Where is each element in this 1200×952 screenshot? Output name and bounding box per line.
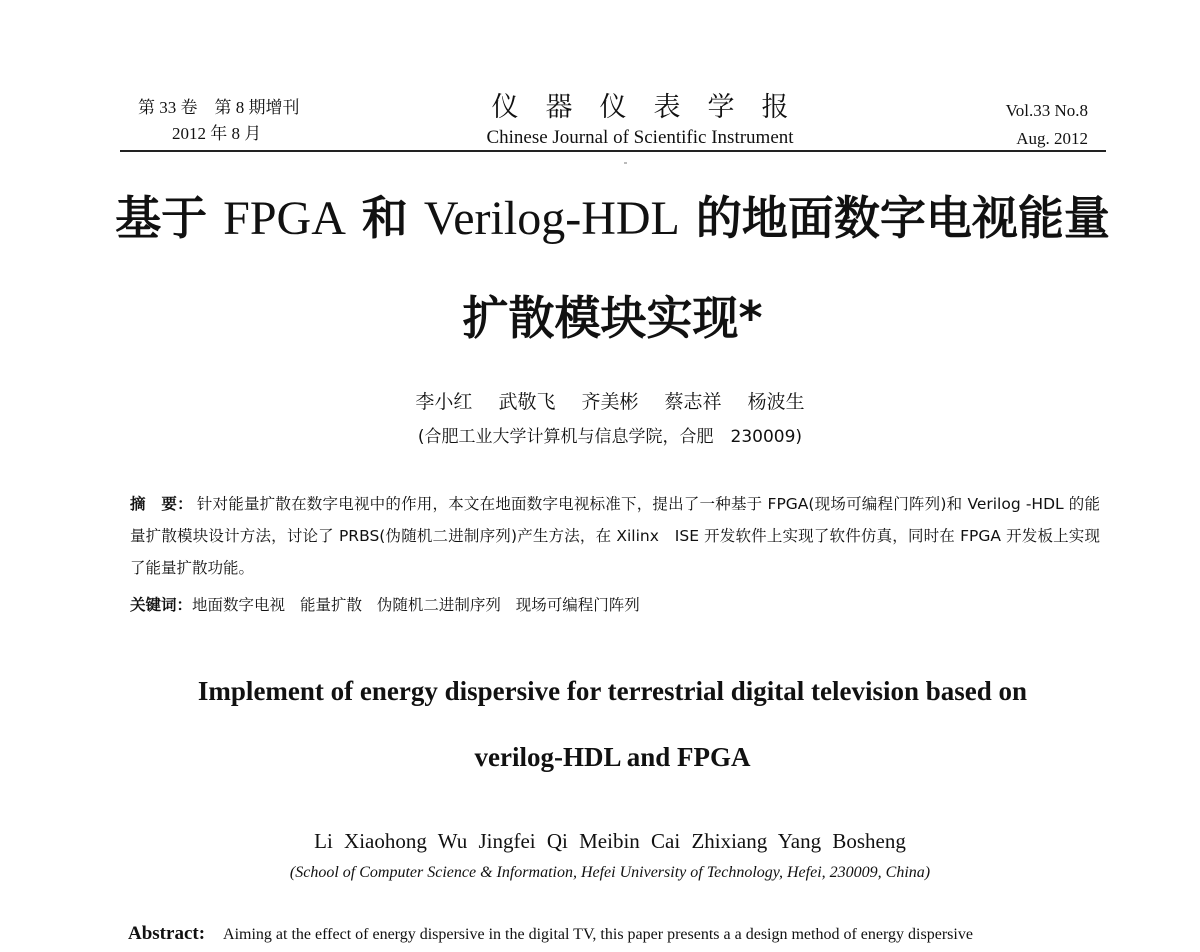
journal-name-en: Chinese Journal of Scientific Instrument bbox=[486, 127, 794, 148]
header-journal bbox=[440, 90, 840, 150]
keywords-cn-text: 地面数字电视 能量扩散 伪随机二进制序列 现场可编程门阵列 bbox=[192, 596, 640, 614]
authors-en: Li Xiaohong Wu Jingfei Qi Meibin Cai Zhixiang Yang Bosheng bbox=[314, 829, 906, 853]
title-en-line2: verilog-HDL and FPGA bbox=[474, 742, 751, 772]
header-volume-issue: 第 33 卷 第 8 期增刊 bbox=[138, 98, 300, 117]
abstract-en-label: Abstract: bbox=[128, 923, 206, 944]
keywords-cn-label: 关键词： bbox=[130, 596, 193, 614]
title-en-line1: Implement of energy dispersive for terrestrial digital television based on bbox=[197, 676, 1028, 706]
title-cn-line2: 扩散模块实现* bbox=[462, 291, 763, 345]
header-volume-info bbox=[138, 95, 328, 147]
affiliation-en: (School of Computer Science & Information, Hefei University of Technology, Hefei, 230009, China) bbox=[289, 864, 931, 881]
journal-name-cn: 仪器仪表学报 bbox=[491, 92, 816, 122]
title-cn-part: 的地面数字电视能量 bbox=[679, 191, 1110, 245]
title-cn-latin: Verilog-HDL bbox=[423, 192, 680, 245]
abstract-cn-label: 摘 要： bbox=[130, 495, 193, 513]
abstract-en bbox=[128, 922, 1100, 947]
header-rule bbox=[120, 150, 1106, 152]
title-cn-part: 基于 bbox=[115, 191, 224, 245]
keywords-cn bbox=[130, 589, 1100, 621]
abstract-cn-text: 针对能量扩散在数字电视中的作用，本文在地面数字电视标准下，提出了一种基于 FPGA(现场可编程门阵列)和 Verilog -HDL 的能量扩散模块设计方法，讨论了 PRBS(伪随机二进制序列)产生方法，在 Xilinx ISE 开发软件上实现了软件仿真，同时在 FPGA 开发板上实现了能量扩散功能。 bbox=[130, 495, 1100, 577]
abstract-cn bbox=[130, 488, 1100, 584]
header-date-en: Aug. 2012 bbox=[1016, 129, 1088, 148]
header-date-cn: 2012 年 8 月 bbox=[172, 124, 262, 143]
title-cn-part: 和 bbox=[345, 191, 424, 245]
abstract-en-text: Aiming at the effect of energy dispersive in the digital TV, this paper presents a a design method of energy dispersive bbox=[223, 926, 973, 943]
header-volume-en bbox=[948, 97, 1088, 153]
affiliation-cn: (合肥工业大学计算机与信息学院，合肥 230009) bbox=[417, 427, 803, 447]
authors-cn: 李小红 武敬飞 齐美彬 蔡志祥 杨波生 bbox=[415, 391, 805, 413]
title-cn-latin: FPGA bbox=[223, 192, 346, 245]
header-vol-no: Vol.33 No.8 bbox=[1005, 101, 1088, 120]
scan-speck bbox=[624, 162, 627, 164]
title-cn-line1 bbox=[100, 190, 1125, 247]
